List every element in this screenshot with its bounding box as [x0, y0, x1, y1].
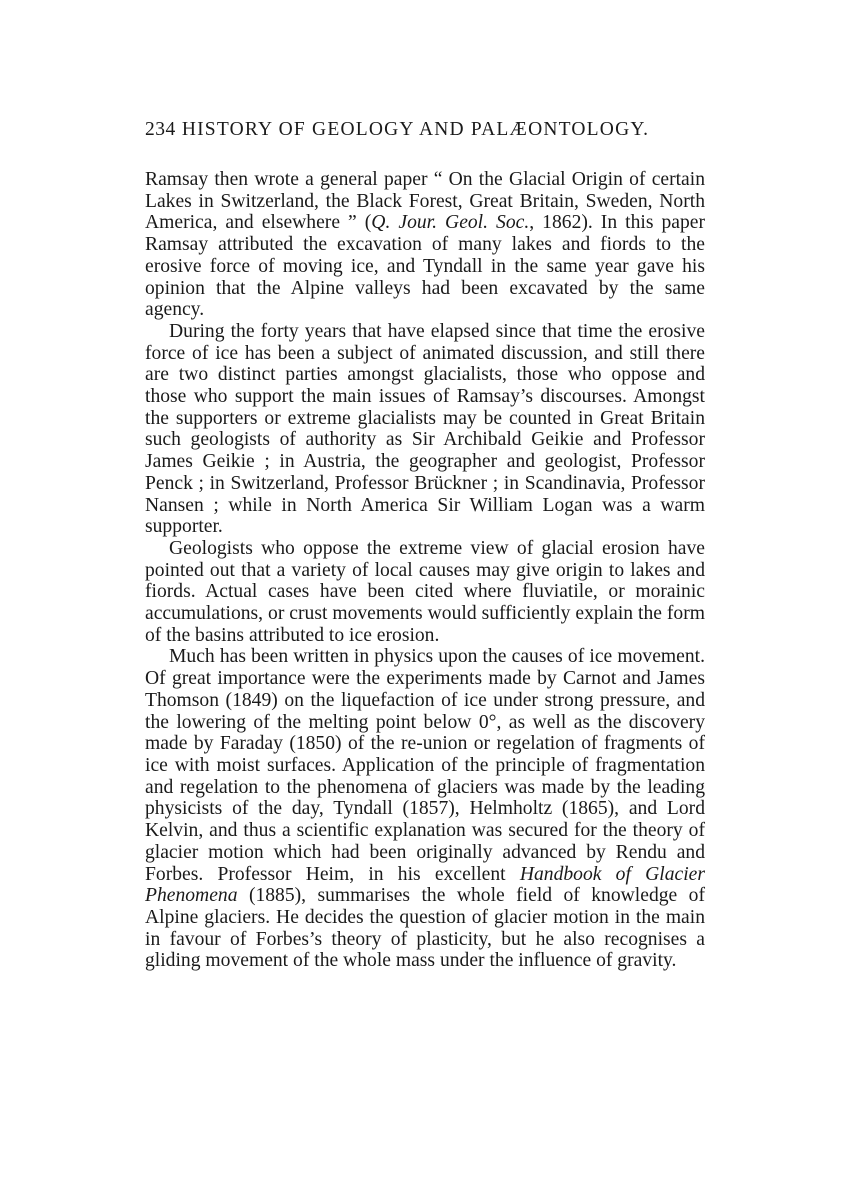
book-title: Handbook of Glacier Phenomena [145, 863, 705, 907]
paragraph-2 [145, 321, 705, 538]
page-number: 234 [145, 119, 176, 140]
text-segment: Ramsay then wrote a general paper “ On the Glacial Origin of certain Lakes in Switzerland, the Black Forest, Great Britain, Sweden, North America, and elsewhere ” ( [145, 169, 705, 234]
citation-title: Q. Jour. Geol. Soc. [371, 212, 530, 234]
paragraph-3 [145, 538, 705, 647]
text-segment: Geologists who oppose the extreme view of glacial erosion have pointed out that a variety of local causes may give origin to lakes and fiords. Actual cases have been cited where fluviatile, or morainic accumulations, or crust movements would sufficiently explain the form of the basins attributed to ice erosion. [145, 537, 705, 646]
text-segment: During the forty years that have elapsed since that time the erosive force of ice has been a subject of animated discussion, and still there are two distinct parties amongst glacialists, those who oppose and those who support the main issues of Ramsay’s discourses. Amongst the supporters or extreme glacialists may be counted in Great Britain such geologists of authority as Sir Archibald Geikie and Professor James Geikie ; in Austria, the geographer and geologist, Professor Penck ; in Switzerland, Professor Brückner ; in Scandinavia, Professor Nansen ; while in North America Sir William Logan was a warm supporter. [145, 320, 705, 538]
paragraph-1 [145, 169, 705, 321]
running-head [145, 118, 705, 142]
text-segment: Much has been written in physics upon the causes of ice movement. Of great importance were the experiments made by Carnot and James Thomson (1849) on the liquefaction of ice under strong pressure, and the lowering of the melting point below 0°, as well as the discovery made by Faraday (1850) of the re-union or regelation of fragments of ice with moist surfaces. Application of the principle of fragmentation and regelation to the phenomena of glaciers was made by the leading physicists of the day, Tyndall (1857), Helmholtz (1865), and Lord Kelvin, and thus a scientific explanation was secured for the theory of glacier motion which had been originally advanced by Rendu and Forbes. Professor Heim, in his excellent [145, 646, 705, 885]
paragraph-4 [145, 646, 705, 972]
book-page [145, 118, 705, 972]
running-title: HISTORY OF GEOLOGY AND PALÆONTOLOGY. [181, 119, 650, 140]
text-segment: , 1862). In this paper Ramsay attributed the excavation of many lakes and fiords to the erosive force of moving ice, and Tyndall in the same year gave his opinion that the Alpine valleys had been excavated by the same agency. [145, 212, 706, 321]
text-segment: (1885), summarises the whole field of knowledge of Alpine glaciers. He decides the question of glacier motion in the main in favour of Forbes’s theory of plasticity, but he also recognises a gliding movement of the whole mass under the influence of gravity. [145, 885, 705, 972]
body-text [145, 169, 705, 972]
